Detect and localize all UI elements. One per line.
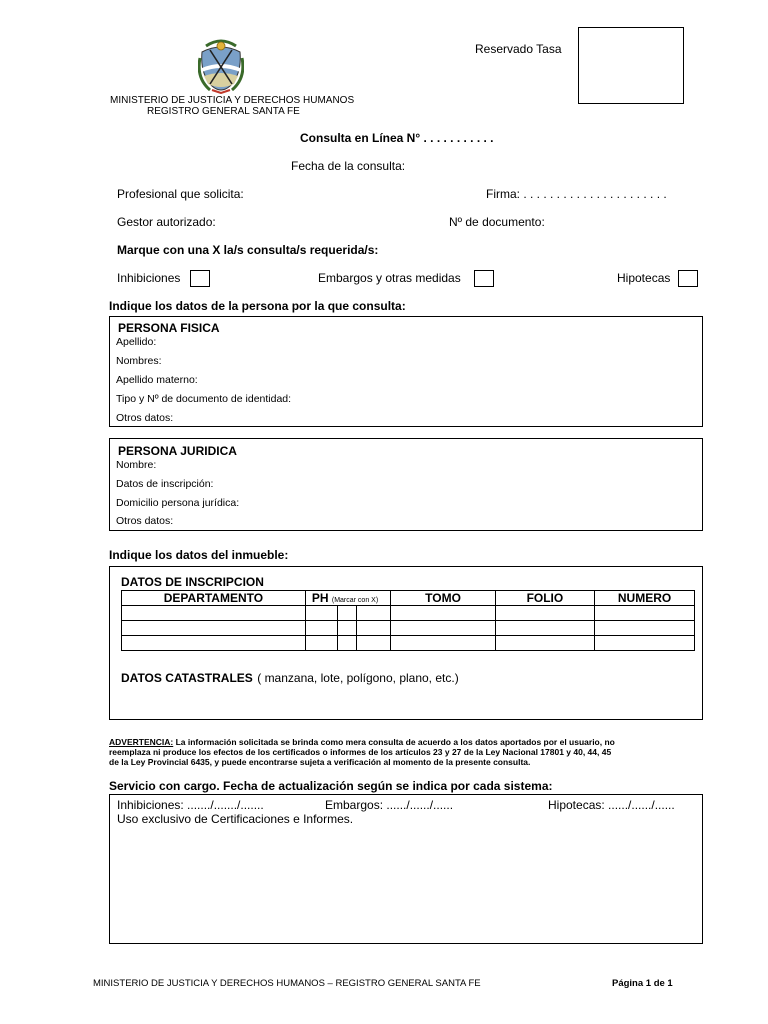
inscripcion-row bbox=[122, 636, 695, 651]
departamento-cell[interactable] bbox=[122, 606, 306, 621]
ph-spacer-cell bbox=[357, 636, 391, 651]
numero-cell[interactable] bbox=[595, 636, 695, 651]
ph-spacer-cell bbox=[357, 606, 391, 621]
tomo-header: TOMO bbox=[391, 591, 495, 606]
apellido-materno-field[interactable]: Apellido materno: bbox=[116, 374, 198, 386]
nombre-juridica-field[interactable]: Nombre: bbox=[116, 459, 157, 471]
departamento-header: DEPARTAMENTO bbox=[122, 591, 306, 606]
numero-cell[interactable] bbox=[595, 621, 695, 636]
gestor-label: Gestor autorizado: bbox=[117, 215, 216, 229]
folio-cell[interactable] bbox=[495, 636, 594, 651]
advertencia-text-1: La información solicitada se brinda como mera consulta de acuerdo a los datos aportados por el usuario, no bbox=[173, 737, 615, 747]
advertencia-line-1 bbox=[109, 737, 615, 747]
hipotecas-label: Hipotecas bbox=[617, 271, 671, 285]
ph-check-cell[interactable] bbox=[337, 636, 357, 651]
folio-cell[interactable] bbox=[495, 606, 594, 621]
tomo-cell[interactable] bbox=[391, 636, 495, 651]
servicio-section bbox=[109, 794, 703, 944]
profesional-label: Profesional que solicita: bbox=[117, 187, 244, 201]
inmueble-section bbox=[109, 566, 703, 720]
persona-fisica-section bbox=[109, 316, 703, 427]
advertencia-line-3: de la Ley Provincial 6435, y puede encontrarse sujeta a verificación al momento de la presente consulta. bbox=[109, 757, 531, 767]
inmueble-intro: Indique los datos del inmueble: bbox=[109, 548, 289, 562]
servicio-uso-exclusivo: Uso exclusivo de Certificaciones e Informes. bbox=[117, 812, 354, 826]
ph-header-label: PH bbox=[311, 591, 329, 605]
datos-catastrales-line[interactable] bbox=[121, 669, 459, 687]
embargos-label: Embargos y otras medidas bbox=[318, 271, 461, 285]
inscripcion-header-row bbox=[122, 591, 695, 606]
documento-identidad-field[interactable]: Tipo y Nº de documento de identidad: bbox=[116, 393, 292, 405]
inscripcion-row bbox=[122, 621, 695, 636]
otros-datos-juridica-field[interactable]: Otros datos: bbox=[116, 515, 174, 527]
folio-cell[interactable] bbox=[495, 621, 594, 636]
ph-check-cell[interactable] bbox=[337, 606, 357, 621]
servicio-embargos: Embargos: ....../....../...... bbox=[325, 798, 454, 812]
reserved-tasa-label: Reservado Tasa bbox=[475, 42, 562, 56]
documento-label: Nº de documento: bbox=[449, 215, 545, 229]
datos-inscripcion-field[interactable]: Datos de inscripción: bbox=[116, 478, 214, 490]
firma-label: Firma: . . . . . . . . . . . . . . . . . . . . . . bbox=[486, 187, 667, 201]
advertencia-line-2: reemplaza ni produce los efectos de los certificados o informes de los artículos 23 y 27 de la Ley Nacional 17801 y 40, 44, 45 bbox=[109, 747, 612, 757]
apellido-field[interactable]: Apellido: bbox=[116, 336, 157, 348]
persona-juridica-title: PERSONA JURIDICA bbox=[118, 444, 237, 458]
ph-spacer-cell bbox=[305, 606, 337, 621]
departamento-cell[interactable] bbox=[122, 621, 306, 636]
ph-spacer-cell bbox=[305, 621, 337, 636]
embargos-checkbox[interactable] bbox=[474, 270, 494, 287]
tomo-cell[interactable] bbox=[391, 606, 495, 621]
registry-header: REGISTRO GENERAL SANTA FE bbox=[147, 106, 300, 117]
tomo-cell[interactable] bbox=[391, 621, 495, 636]
advertencia-label: ADVERTENCIA: bbox=[109, 737, 174, 747]
ministry-header: MINISTERIO DE JUSTICIA Y DERECHOS HUMANOS bbox=[110, 95, 355, 106]
consulta-title: Consulta en Línea N° . . . . . . . . . . . bbox=[300, 131, 494, 145]
persona-juridica-section bbox=[109, 438, 703, 531]
numero-header: NUMERO bbox=[595, 591, 695, 606]
hipotecas-checkbox[interactable] bbox=[678, 270, 698, 287]
servicio-title: Servicio con cargo. Fecha de actualización según se indica por cada sistema: bbox=[109, 779, 553, 793]
inhibiciones-label: Inhibiciones bbox=[117, 271, 181, 285]
folio-header: FOLIO bbox=[495, 591, 594, 606]
reserved-tasa-box bbox=[578, 27, 684, 104]
persona-fisica-title: PERSONA FISICA bbox=[118, 321, 220, 335]
footer-page: Página 1 de 1 bbox=[612, 978, 673, 989]
catastrales-title: DATOS CATASTRALES bbox=[121, 671, 253, 685]
inhibiciones-checkbox[interactable] bbox=[190, 270, 210, 287]
inscripcion-row bbox=[122, 606, 695, 621]
numero-cell[interactable] bbox=[595, 606, 695, 621]
footer-org: MINISTERIO DE JUSTICIA Y DERECHOS HUMANOS – REGISTRO GENERAL SANTA FE bbox=[93, 978, 481, 989]
servicio-inhibiciones: Inhibiciones: ......./......./....... bbox=[117, 798, 264, 812]
santa-fe-coat-of-arms-logo bbox=[198, 38, 244, 94]
nombres-field[interactable]: Nombres: bbox=[116, 355, 162, 367]
otros-datos-fisica-field[interactable]: Otros datos: bbox=[116, 412, 174, 424]
ph-check-cell[interactable] bbox=[337, 621, 357, 636]
inscripcion-table bbox=[121, 590, 695, 651]
catastrales-note: ( manzana, lote, polígono, plano, etc.) bbox=[257, 671, 459, 685]
marque-label: Marque con una X la/s consulta/s requerida/s: bbox=[117, 243, 379, 257]
fecha-label: Fecha de la consulta: bbox=[291, 159, 406, 173]
domicilio-juridica-field[interactable]: Domicilio persona jurídica: bbox=[116, 497, 240, 509]
persona-intro: Indique los datos de la persona por la que consulta: bbox=[109, 299, 406, 313]
servicio-hipotecas: Hipotecas: ....../....../...... bbox=[548, 798, 675, 812]
ph-header-note: (Marcar con X) bbox=[331, 597, 379, 604]
ph-header bbox=[305, 591, 391, 606]
ph-spacer-cell bbox=[305, 636, 337, 651]
inscripcion-title: DATOS DE INSCRIPCION bbox=[121, 575, 264, 589]
departamento-cell[interactable] bbox=[122, 636, 306, 651]
ph-spacer-cell bbox=[357, 621, 391, 636]
